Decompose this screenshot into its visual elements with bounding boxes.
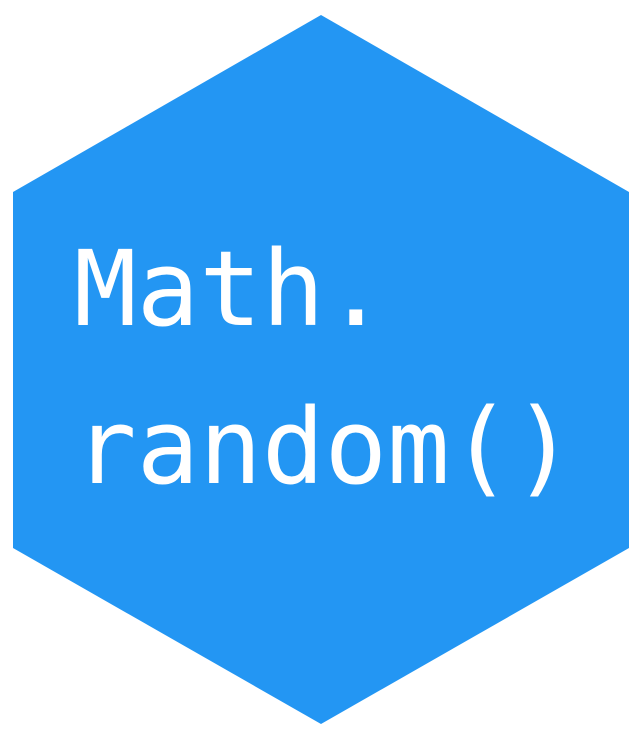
hexagon-shape — [13, 15, 629, 724]
logo-text-line2: random() — [74, 386, 575, 508]
logo-text-line1: Math. — [74, 228, 388, 350]
